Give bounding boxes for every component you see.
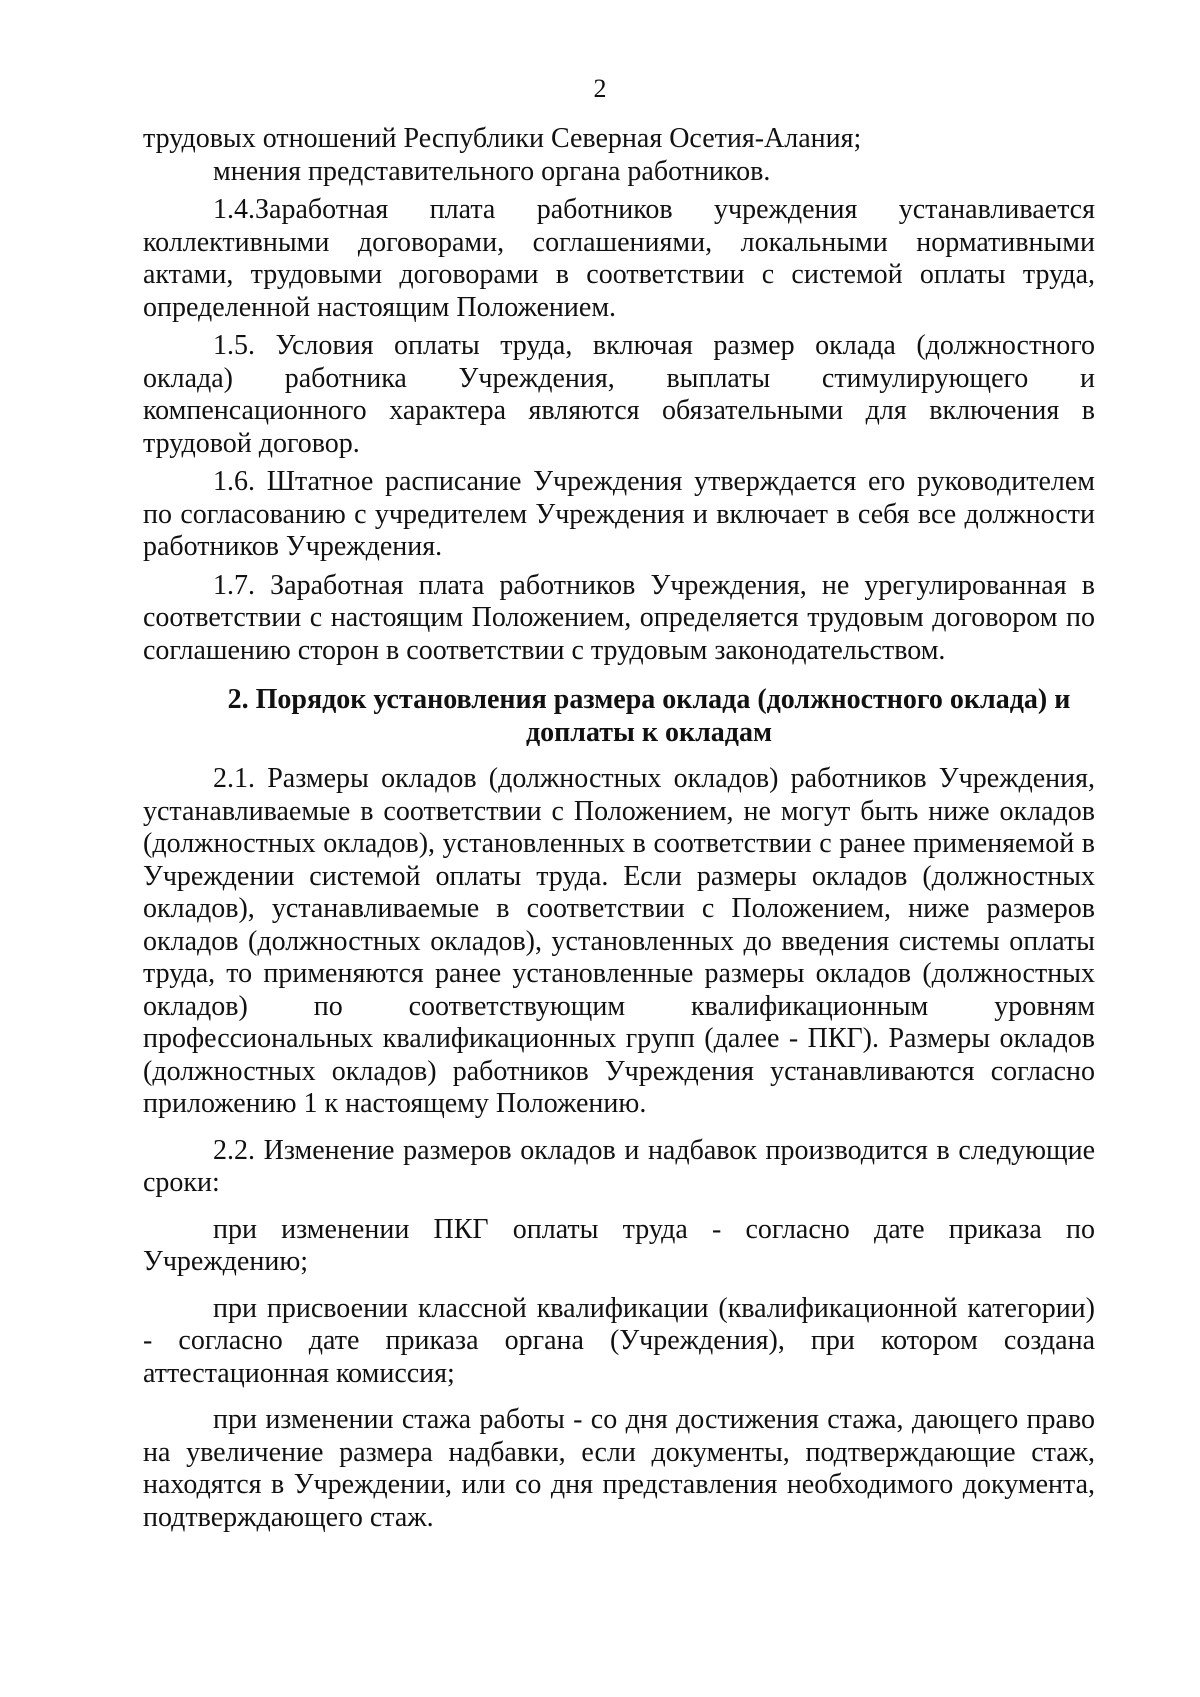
- document-body: [143, 123, 1095, 1534]
- paragraph-1-7: 1.7. Заработная плата работников Учреждения, не урегулированная в соответствии с настоящим Положением, определяется трудовым договором по соглашению сторон в соответствии с трудовым законодательством.: [143, 569, 1095, 666]
- paragraph-continuation: трудовых отношений Республики Северная Осетия-Алания;: [143, 123, 862, 154]
- paragraph-1-5: 1.5. Условия оплаты труда, включая размер оклада (должностного оклада) работника Учреждения, выплаты стимулирующего и компенсационного характера являются обязательными для включения в трудовой договор.: [143, 330, 1095, 459]
- paragraph-1-4: 1.4.Заработная плата работников учреждения устанавливается коллективными договорами, соглашениями, локальными нормативными актами, трудовыми договорами в соответствии с системой оплаты труда, определенной настоящим Положением.: [143, 194, 1095, 323]
- paragraph-representative-opinion: мнения представительного органа работников.: [213, 155, 771, 187]
- paragraph-2-2: 2.2. Изменение размеров окладов и надбавок производится в следующие сроки:: [143, 1134, 1095, 1198]
- page-number: 2: [593, 74, 607, 103]
- paragraph-2-1: 2.1. Размеры окладов (должностных окладов) работников Учреждения, устанавливаемые в соответствии с Положением, не могут быть ниже окладов (должностных окладов), установленных в соответствии с ранее применяемой в Учреждении системой оплаты труда. Если размеры окладов (должностных окладов), устанавливаемые в соответствии с Положением, ниже размеров окладов (должностных окладов), установленных до введения системы оплаты труда, то применяются ранее установленные размеры окладов (должностных окладов) по соответствующим квалификационным уровням профессиональных квалификационных групп (далее - ПКГ). Размеры окладов (должностных окладов) работников Учреждения устанавливаются согласно приложению 1 к настоящему Положению.: [143, 763, 1095, 1119]
- paragraph-experience-change: при изменении стажа работы - со дня достижения стажа, дающего право на увеличение размера надбавки, если документы, подтверждающие стаж, находятся в Учреждении, или со дня представления необходимого документа, подтверждающего стаж.: [143, 1404, 1095, 1533]
- paragraph-class-qualification: при присвоении классной квалификации (квалификационной категории) - согласно дате приказа органа (Учреждения), при котором создана аттестационная комиссия;: [143, 1292, 1095, 1389]
- paragraph-1-6: 1.6. Штатное расписание Учреждения утверждается его руководителем по согласованию с учредителем Учреждения и включает в себя все должности работников Учреждения.: [143, 466, 1095, 562]
- paragraph-pkg-change: при изменении ПКГ оплаты труда - согласно дате приказа по Учреждению;: [143, 1213, 1095, 1277]
- section-2-heading: 2. Порядок установления размера оклада (должностного оклада) и доплаты к окладам: [227, 684, 1071, 748]
